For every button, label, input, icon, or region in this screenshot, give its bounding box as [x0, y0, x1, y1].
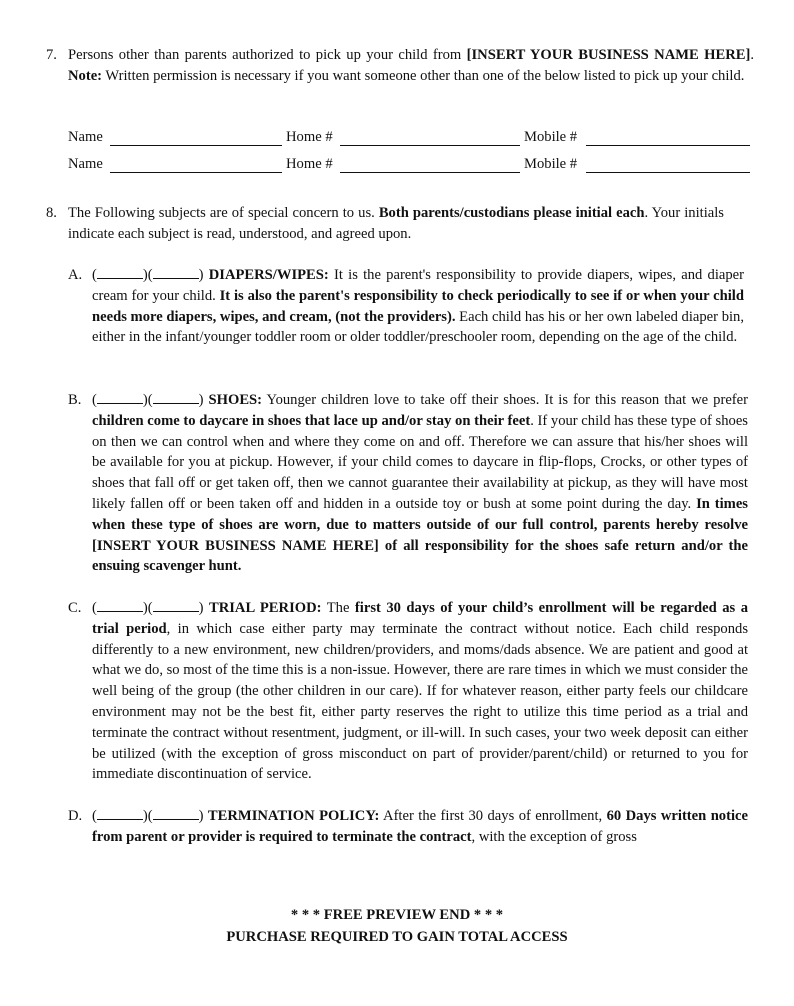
authorized-person-row-1 [68, 129, 752, 150]
name-label: Name [68, 156, 103, 172]
item-7-number: 7. [46, 47, 57, 63]
initial-blank[interactable] [153, 391, 199, 404]
mobile-field-1[interactable] [586, 145, 750, 146]
home-label: Home # [286, 156, 333, 172]
section-d-text: ( )( ) TERMINATION POLICY: After the first 30 days of enrollment, 60 Days written notice from parent or provider is required to terminate the contract, with the exception of gross [92, 808, 748, 845]
section-c-text: ( )( ) TRIAL PERIOD: The first 30 days of your child’s enrollment will be regarded as a trial period, in which case either party may terminate the contract without notice. Each child responds differently to a new environment, new children/providers, and moms/dads absence. We are patient and good at what we do, so most of the time this is a non-issue. However, there are rare times in which we must consider the well being of the group (the other children in our care). If for whatever reason, either party feels our childcare environment may not be the best fit, either party reserves the right to utilize this time period as a trial and terminate the contract without resentment, judgment, or ill-will. In such cases, your two week deposit can either be utilized (with the exception of gross misconduct on part of provider/parent/child) or returned to you for immediate discontinuation of service. [92, 600, 748, 783]
item-8-text: The Following subjects are of special concern to us. Both parents/custodians please initial each. Your initials indicate each subject is read, understood, and agreed upon. [68, 205, 724, 242]
section-b-text: ( )( ) SHOES: Younger children love to take off their shoes. It is for this reason that we prefer children come to daycare in shoes that lace up and/or stay on their feet. If your child has these type of shoes on then we can control when and where they come on and off. Therefore we can assure that his/her shoes will be available for you at pickup. However, if your child comes to daycare in flip-flops, Crocks, or other types of shoes that fall off or get taken off, then we cannot guarantee their availability at pickup, as they will have most likely fallen off or been taken off and hidden in a outside toy or bush at some point during the day. In times when these type of shoes are worn, due to matters outside of our full control, parents hereby resolve [INSERT YOUR BUSINESS NAME HERE] of all responsibility for the shoes safe return and/or the ensuing scavenger hunt. [92, 392, 748, 575]
authorized-person-row-2 [68, 156, 752, 177]
section-b-letter: B. [68, 392, 82, 408]
preview-end-notice: * * * FREE PREVIEW END * * * [290, 907, 504, 923]
initial-blank[interactable] [153, 599, 199, 612]
section-d-letter: D. [68, 808, 83, 824]
initial-blank[interactable] [153, 266, 199, 279]
name-label: Name [68, 129, 103, 145]
purchase-required-notice: PURCHASE REQUIRED TO GAIN TOTAL ACCESS [226, 929, 568, 945]
section-a-text: ( )( ) DIAPERS/WIPES: It is the parent's responsibility to provide diapers, wipes, and diaper cream for your child. It is also the parent's responsibility to check periodically to see if or when your child needs more diapers, wipes, and cream, (not the providers). Each child has his or her own labeled diaper bin, either in the infant/younger toddler room or older toddler/preschooler room, depending on the age of the child. [92, 267, 744, 346]
mobile-label: Mobile # [524, 129, 578, 145]
home-field-1[interactable] [340, 145, 520, 146]
mobile-label: Mobile # [524, 156, 578, 172]
home-label: Home # [286, 129, 333, 145]
section-a-letter: A. [68, 267, 83, 283]
initial-blank[interactable] [153, 807, 199, 820]
mobile-field-2[interactable] [586, 172, 750, 173]
initial-blank[interactable] [97, 266, 143, 279]
initial-blank[interactable] [97, 391, 143, 404]
item-7-text: Persons other than parents authorized to pick up your child from [INSERT YOUR BUSINESS NAME HERE]. Note: Written permission is necessary if you want someone other than one of the below listed to pick up your child. [68, 47, 754, 84]
initial-blank[interactable] [97, 807, 143, 820]
item-8-number: 8. [46, 205, 57, 221]
home-field-2[interactable] [340, 172, 520, 173]
initial-blank[interactable] [97, 599, 143, 612]
name-field-1[interactable] [110, 145, 282, 146]
section-c-letter: C. [68, 600, 82, 616]
name-field-2[interactable] [110, 172, 282, 173]
